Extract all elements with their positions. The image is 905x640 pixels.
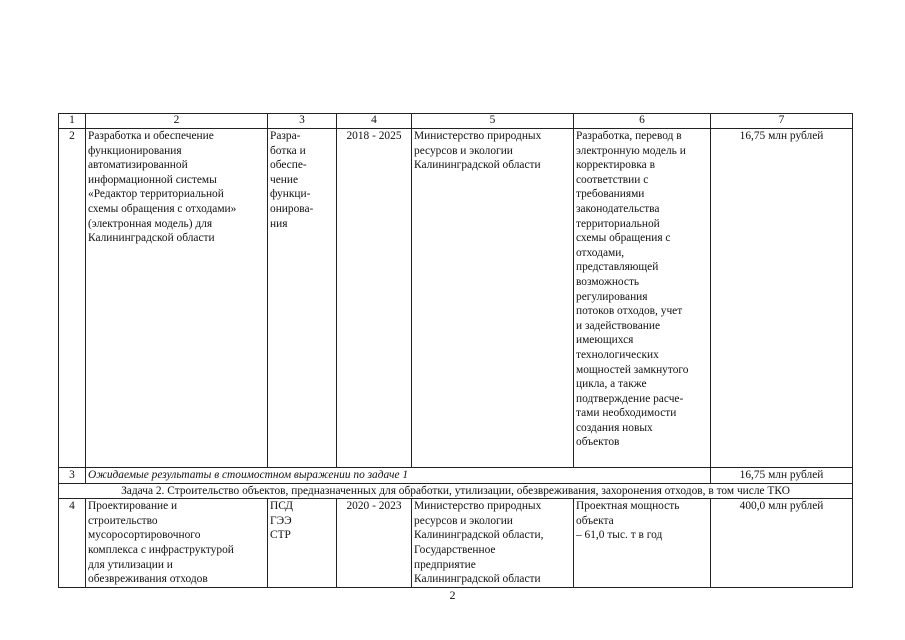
measure-executor: Министерство природных ресурсов и экологии Калининградской области (412, 129, 574, 468)
task-row (59, 483, 853, 499)
measures-table (58, 113, 853, 588)
measure-executor: Министерство природных ресурсов и экологии Калининградской области, Государственное предприятие Калининградской области (412, 499, 574, 588)
header-col-6: 6 (574, 114, 711, 129)
measure-type: Разра- ботка и обеспе- чение функци- онирова- ния (268, 129, 337, 468)
measure-cost: 400,0 млн рублей (711, 499, 853, 588)
header-col-1: 1 (59, 114, 86, 129)
task-heading: Задача 2. Строительство объектов, предназначенных для обработки, утилизации, обезвреживания, захоронения отходов, в том числе ТКО (59, 483, 853, 499)
measure-result: Разработка, перевод в электронную модель и корректировка в соответствии с требованиями законодательства территориальной схемы обращения с отходами, представляющей возможность регулирования потоков отходов, учет и задействование имеющихся технологических мощностей замкнутого цикла, а также подтверждение расче- тами необходимости создания новых объектов (574, 129, 711, 468)
page-number: 2 (449, 588, 456, 602)
row-number: 2 (59, 129, 86, 468)
table-row (59, 129, 853, 468)
header-col-4: 4 (337, 114, 412, 129)
table-row (59, 499, 853, 588)
measure-period: 2020 - 2023 (337, 499, 412, 588)
row-number: 3 (59, 468, 86, 484)
measure-name: Проектирование и строительство мусоросортировочного комплекса с инфраструктурой для утилизации и обезвреживания отходов (86, 499, 268, 588)
table-row (59, 468, 853, 484)
measure-result: Проектная мощность объекта – 61,0 тыс. т в год (574, 499, 711, 588)
row-number: 4 (59, 499, 86, 588)
header-col-5: 5 (412, 114, 574, 129)
measure-type: ПСД ГЭЭ СТР (268, 499, 337, 588)
header-col-2: 2 (86, 114, 268, 129)
header-col-7: 7 (711, 114, 853, 129)
measure-name: Разработка и обеспечение функционирования автоматизированной информационной системы «Редактор территориальной схемы обращения с отходами» (электронная модель) для Калининградской области (86, 129, 268, 468)
measure-cost: 16,75 млн рублей (711, 129, 853, 468)
header-col-3: 3 (268, 114, 337, 129)
measure-period: 2018 - 2025 (337, 129, 412, 468)
header-row (59, 114, 853, 129)
expected-results-label: Ожидаемые результаты в стоимостном выражении по задаче 1 (86, 468, 711, 484)
expected-results-cost: 16,75 млн рублей (711, 468, 853, 484)
